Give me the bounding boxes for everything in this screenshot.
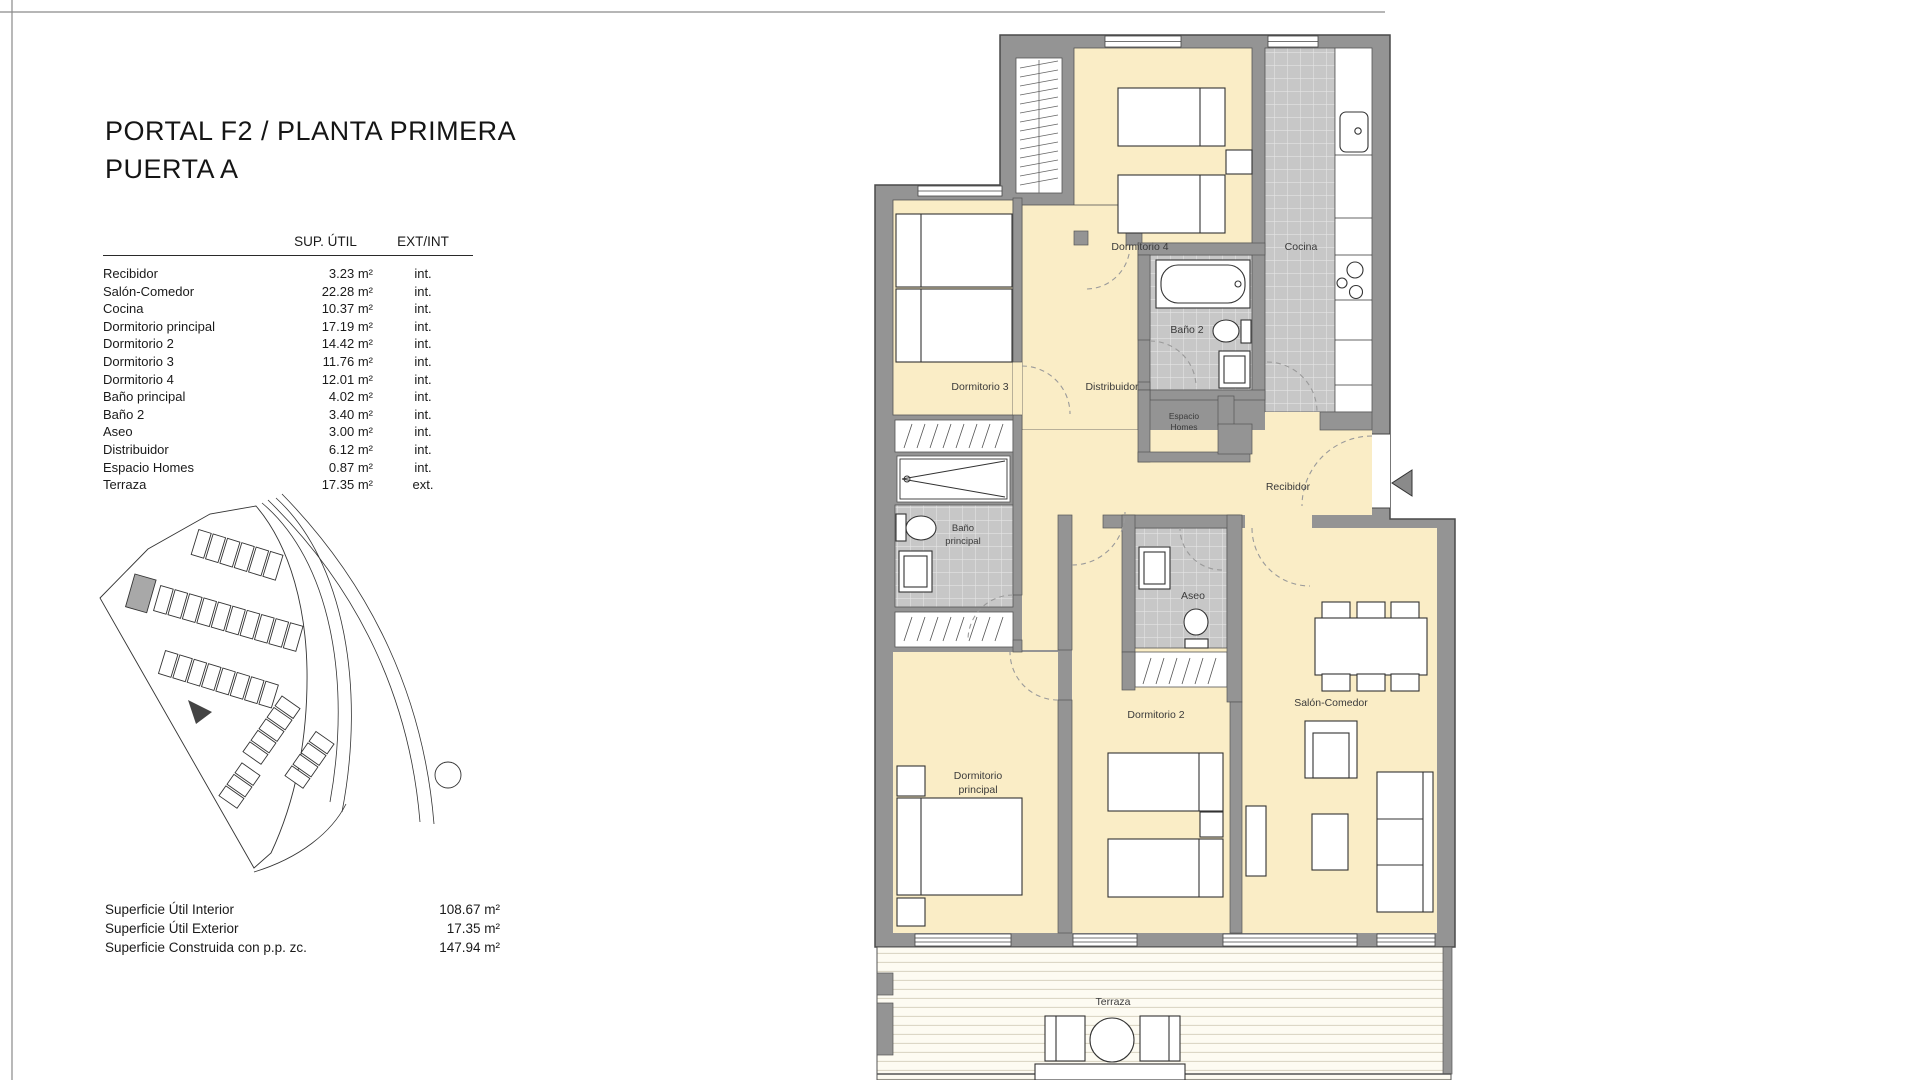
table-row: Cocina 10.37 m² int.: [103, 301, 432, 317]
title-line-1: PORTAL F2 / PLANTA PRIMERA: [105, 116, 517, 146]
label-espacio-homes: Homes: [1170, 422, 1198, 432]
totals-block: [105, 900, 500, 957]
highlighted-portal-block: [126, 574, 157, 613]
table-row: Terraza 17.35 m² ext.: [103, 477, 434, 493]
label-aseo: Aseo: [1181, 590, 1205, 602]
table-row: Dormitorio principal 17.19 m² int.: [103, 318, 432, 334]
hallway-floor: [1022, 430, 1058, 650]
terrace-chair: [1140, 1016, 1180, 1061]
col-header-ext-int: EXT/INT: [397, 234, 449, 249]
label-dormprincipal: Dormitorio: [953, 770, 1003, 782]
bed-single: [1108, 839, 1223, 897]
label-banoprincipal: Baño: [951, 523, 975, 534]
terrace-table: [1090, 1018, 1134, 1062]
sink: [899, 551, 932, 592]
bed-double: [897, 798, 1022, 895]
label-terraza: Terraza: [1095, 996, 1131, 1008]
table-row: Recibidor 3.23 m² int.: [103, 266, 432, 281]
site-plan: [100, 494, 461, 872]
label-dormitorio4: Dormitorio 4: [1111, 241, 1169, 253]
areas-table-header: [103, 234, 473, 256]
table-row: Dormitorio 3 11.76 m² int.: [103, 353, 432, 369]
dining-table-set: [1315, 602, 1427, 691]
bed-single: [1108, 753, 1223, 811]
nightstand: [1200, 812, 1223, 837]
label-banoprincipal: principal: [945, 536, 981, 547]
terrace-chair: [1045, 1016, 1085, 1061]
col-header-sup-util: SUP. ÚTIL: [294, 234, 357, 249]
bathtub: [1156, 260, 1250, 308]
bed-single: [896, 289, 1012, 362]
table-row: Dormitorio 2 14.42 m² int.: [103, 336, 432, 352]
nightstand: [1226, 150, 1252, 174]
sideboard: [1246, 806, 1266, 876]
label-recibidor: Recibidor: [1265, 481, 1311, 493]
wardrobe-3: [1135, 652, 1227, 687]
nightstand: [897, 766, 925, 796]
title-line-2: PUERTA A: [105, 154, 239, 184]
label-dormprincipal: principal: [958, 784, 998, 796]
toilet: [1213, 320, 1251, 343]
sofa: [1377, 772, 1433, 912]
kitchen-sink: [1340, 112, 1368, 152]
entrance-arrow-icon: [1392, 470, 1412, 496]
table-row: Baño 2 3.40 m² int.: [103, 406, 432, 422]
table-row: Distribuidor 6.12 m² int.: [103, 441, 432, 457]
wardrobe-2: [895, 612, 1013, 647]
terrace: [877, 947, 1452, 1080]
bed-single: [1118, 175, 1225, 233]
label-espacio-homes: Espacio: [1168, 411, 1200, 421]
toilet: [1184, 609, 1208, 648]
label-cocina: Cocina: [1284, 241, 1318, 253]
room-cocina-floor: [1265, 48, 1335, 412]
armchair: [1305, 721, 1357, 778]
label-salon: Salón-Comedor: [1294, 697, 1368, 709]
label-distribuidor: Distribuidor: [1085, 381, 1139, 393]
total-row: Superficie Útil Interior 108.67 m²: [105, 902, 500, 917]
table-row: Aseo 3.00 m² int.: [103, 424, 432, 440]
table-row: Baño principal 4.02 m² int.: [103, 389, 432, 405]
page-title: [105, 112, 516, 188]
room-recibidor-floor: [1058, 430, 1372, 515]
table-row: Dormitorio 4 12.01 m² int.: [103, 371, 432, 387]
entrance-door: [1372, 434, 1412, 508]
nightstand: [897, 898, 925, 926]
floor-plan: [875, 35, 1455, 1080]
table-row: Espacio Homes 0.87 m² int.: [103, 459, 432, 475]
bed-single: [896, 214, 1012, 287]
table-row: Salón-Comedor 22.28 m² int.: [103, 283, 432, 299]
areas-table: [103, 234, 473, 496]
bed-single: [1118, 88, 1225, 146]
label-bano2: Baño 2: [1170, 324, 1204, 336]
total-row: Superficie Útil Exterior 17.35 m²: [105, 921, 500, 936]
label-dormitorio2: Dormitorio 2: [1127, 709, 1185, 721]
coffee-table: [1312, 814, 1348, 870]
label-dormitorio3: Dormitorio 3: [951, 381, 1009, 393]
total-row: Superficie Construida con p.p. zc. 147.94 m²: [105, 940, 500, 955]
toilet: [896, 514, 936, 541]
sink: [1139, 547, 1170, 589]
sink: [1219, 351, 1250, 388]
kitchen-counter: [1335, 48, 1372, 412]
terrace-planter: [1035, 1064, 1185, 1080]
